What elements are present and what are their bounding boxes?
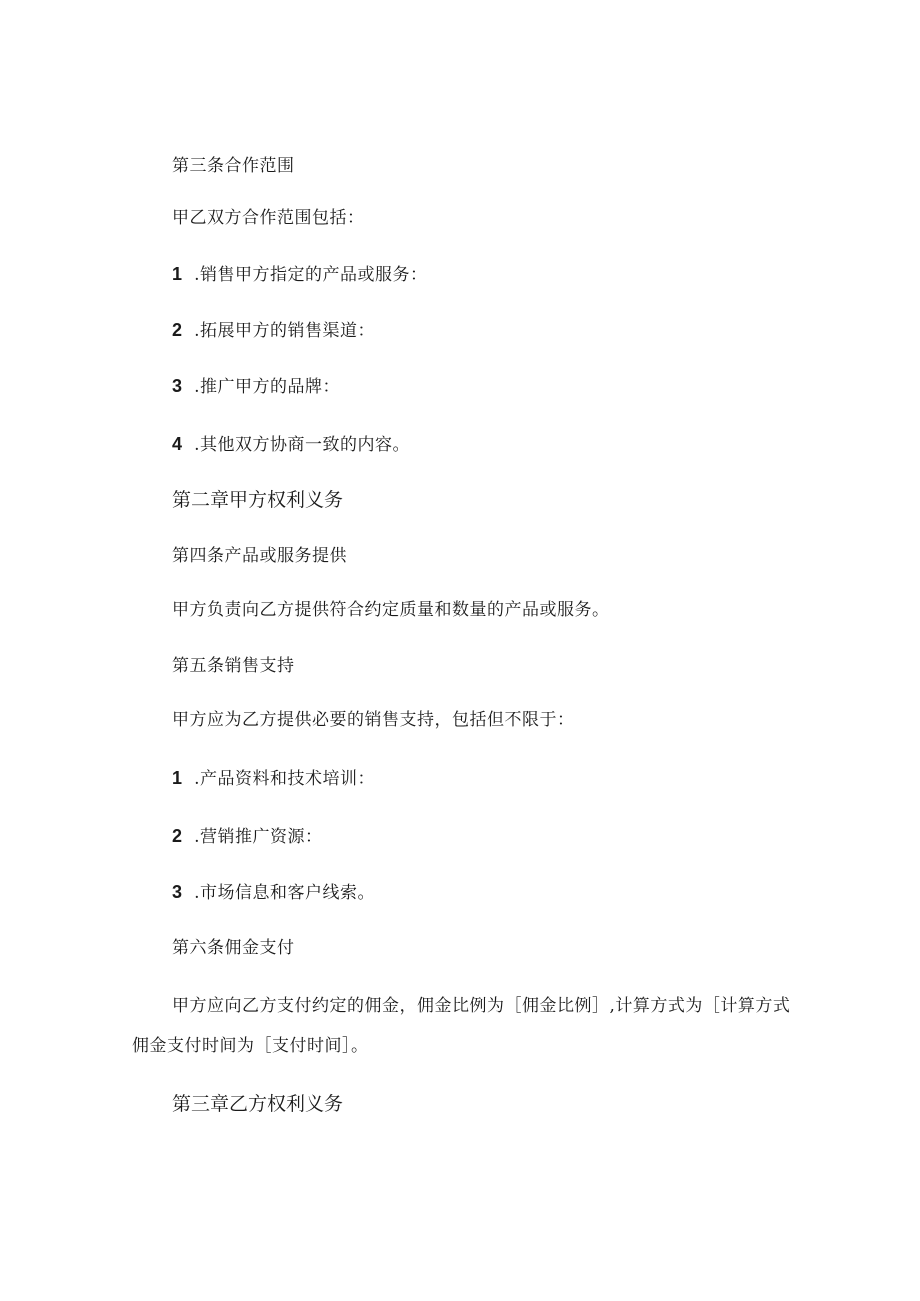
list-item <box>172 318 375 343</box>
list-item-separator: . <box>194 827 200 847</box>
list-item <box>172 880 375 905</box>
list-item <box>172 374 340 399</box>
list-item-text: 拓展甲方的销售渠道： <box>200 321 375 341</box>
list-item-text: 产品资料和技术培训： <box>200 769 375 789</box>
chapter-3-heading: 第三章乙方权利义务 <box>172 1093 344 1115</box>
list-item-separator: . <box>194 265 200 285</box>
list-item-number: 1 <box>172 768 183 788</box>
list-item-separator: . <box>194 883 200 903</box>
article-6-title: 第六条佣金支付 <box>172 938 295 958</box>
list-item-separator: . <box>194 435 200 455</box>
list-item-number: 4 <box>172 434 183 454</box>
list-item-number: 3 <box>172 376 183 396</box>
list-item-separator: . <box>194 769 200 789</box>
article-5-title: 第五条销售支持 <box>172 656 295 676</box>
list-item-number: 1 <box>172 264 183 284</box>
list-item <box>172 824 323 849</box>
article-4-title: 第四条产品或服务提供 <box>172 546 347 566</box>
list-item <box>172 766 375 791</box>
list-item <box>172 262 428 287</box>
list-item-number: 3 <box>172 882 183 902</box>
list-item-text: 营销推广资源： <box>200 827 323 847</box>
article-6-body: 甲方应向乙方支付约定的佣金，佣金比例为［佣金比例］,计算方式为［计算方式佣金支付时间为［支付时间］。 <box>132 996 791 1056</box>
article-3-intro: 甲乙双方合作范围包括： <box>172 208 365 228</box>
list-item-text: 其他双方协商一致的内容。 <box>200 435 410 455</box>
article-5-intro: 甲方应为乙方提供必要的销售支持，包括但不限于： <box>172 710 575 730</box>
list-item-number: 2 <box>172 320 183 340</box>
article-3-title: 第三条合作范围 <box>172 156 295 176</box>
list-item-separator: . <box>194 321 200 341</box>
chapter-2-heading: 第二章甲方权利义务 <box>172 489 344 511</box>
list-item <box>172 432 410 457</box>
list-item-text: 销售甲方指定的产品或服务： <box>200 265 428 285</box>
list-item-number: 2 <box>172 826 183 846</box>
list-item-text: 市场信息和客户线索。 <box>200 883 375 903</box>
article-4-body: 甲方负责向乙方提供符合约定质量和数量的产品或服务。 <box>172 600 610 620</box>
list-item-text: 推广甲方的品牌： <box>200 377 340 397</box>
list-item-separator: . <box>194 377 200 397</box>
